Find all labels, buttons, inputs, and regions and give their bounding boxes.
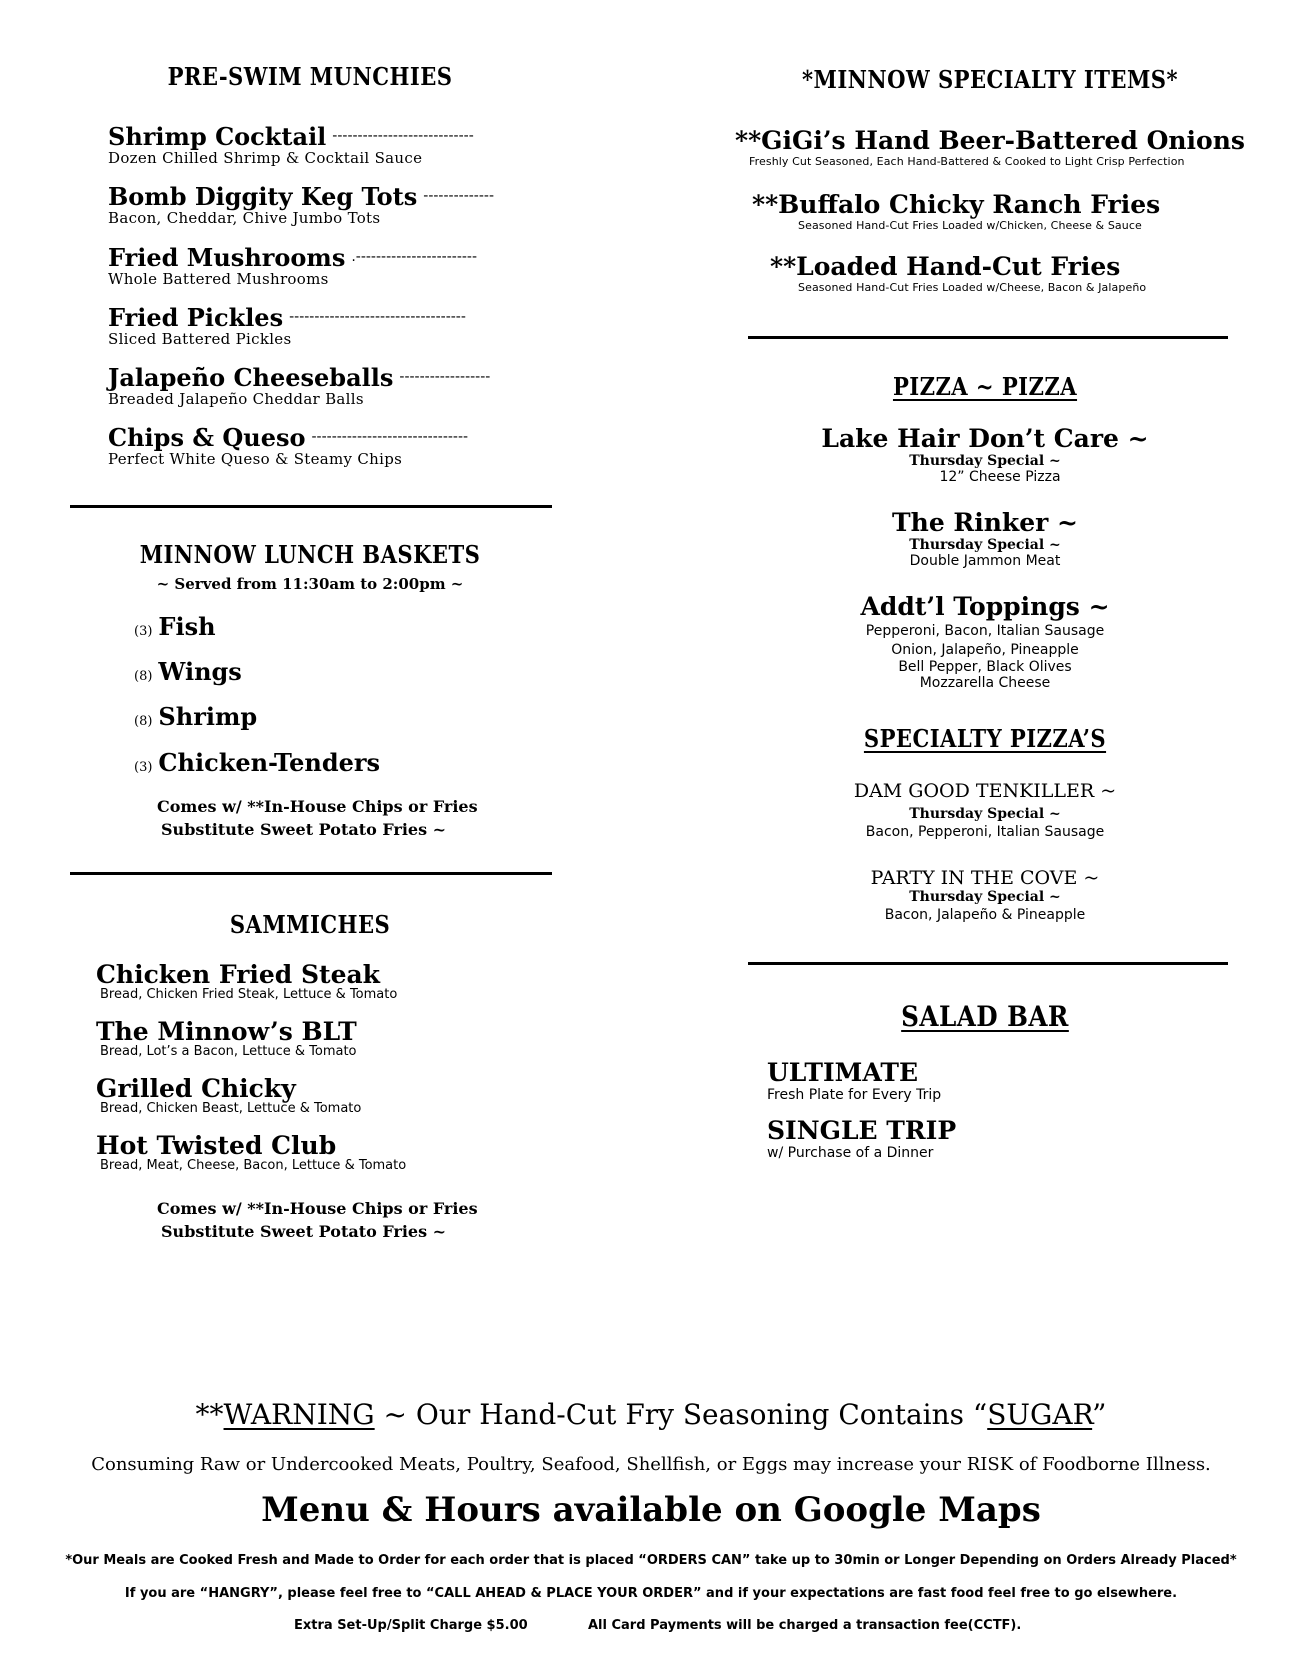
- item-desc: Seasoned Hand-Cut Fries Loaded w/Cheese, Bacon & Jalapeño: [798, 281, 1147, 294]
- item-name: Chicken Fried Steak: [96, 960, 380, 989]
- item-desc: Bread, Chicken Fried Steak, Lettuce & Tomato: [100, 987, 398, 1002]
- specialty-item: [770, 252, 1146, 294]
- leader-dashes: ------------------: [399, 369, 491, 385]
- item-name: Fried Mushrooms: [108, 243, 346, 272]
- divider: [70, 505, 552, 508]
- sammich-item: [96, 960, 397, 1002]
- warning-end: ”: [1092, 1398, 1107, 1431]
- item-desc: Bacon, Cheddar, Chive Jumbo Tots: [108, 209, 381, 227]
- item-name: SINGLE TRIP: [767, 1116, 957, 1145]
- item-desc: Bread, Chicken Beast, Lettuce & Tomato: [100, 1101, 362, 1116]
- sammich-item: [96, 1131, 406, 1173]
- item-desc: Seasoned Hand-Cut Fries Loaded w/Chicken, Cheese & Sauce: [798, 219, 1142, 232]
- basket-name: Shrimp: [158, 702, 258, 731]
- pizza-section: [745, 372, 1225, 401]
- item-desc: Bread, Meat, Cheese, Bacon, Lettuce & Tomato: [100, 1158, 407, 1173]
- munchie-item: [108, 182, 494, 227]
- basket-item: [134, 612, 216, 641]
- item-desc: Perfect White Queso & Steamy Chips: [108, 450, 403, 468]
- toppings-line: Onion, Jalapeño, Pineapple: [891, 642, 1079, 658]
- sammiches-note-sides: Comes w/ **In-House Chips or Fries: [157, 1199, 478, 1218]
- item-desc: Bacon, Pepperoni, Italian Sausage: [865, 824, 1105, 840]
- baskets-subtitle: ~ Served from 11:30am to 2:00pm ~: [156, 575, 464, 593]
- leader-dashes: -------------------------------: [311, 429, 469, 445]
- item-special: Thursday Special ~: [909, 889, 1061, 905]
- salad-item: [767, 1116, 956, 1161]
- item-name: The Minnow’s BLT: [96, 1017, 357, 1046]
- basket-name: Fish: [158, 612, 216, 641]
- sammiches-title: SAMMICHES: [229, 910, 391, 939]
- cooked-fresh-notice: *Our Meals are Cooked Fresh and Made to Order for each order that is placed “ORDERS CAN” take up to 30min or Longer Depending on Orders Already Placed*: [65, 1553, 1237, 1568]
- item-name: **Loaded Hand-Cut Fries: [770, 252, 1121, 281]
- sammiches-note-substitute: Substitute Sweet Potato Fries ~: [161, 1222, 447, 1241]
- leader-dashes: --------------: [423, 188, 495, 204]
- item-name: Grilled Chicky: [96, 1074, 296, 1103]
- basket-count: (8): [134, 669, 153, 684]
- pizza-item: [745, 424, 1225, 485]
- basket-item: [134, 748, 380, 777]
- split-charge: Extra Set-Up/Split Charge $5.00: [294, 1618, 528, 1633]
- item-name: **GiGi’s Hand Beer-Battered Onions: [735, 126, 1245, 155]
- sammich-item: [96, 1074, 361, 1116]
- item-desc: Dozen Chilled Shrimp & Cocktail Sauce: [108, 149, 423, 167]
- baskets-note-substitute: Substitute Sweet Potato Fries ~: [161, 820, 447, 839]
- specialty-pizza-section: [745, 724, 1225, 753]
- item-special: Thursday Special ~: [909, 806, 1061, 822]
- hangry-notice: If you are “HANGRY”, please feel free to “CALL AHEAD & PLACE YOUR ORDER” and if your expectations are fast food feel free to go elsewhere.: [124, 1586, 1178, 1601]
- specialty-pizza-item: [745, 867, 1225, 923]
- toppings-line: Bell Pepper, Black Olives: [898, 659, 1072, 675]
- item-name: Chips & Queso: [108, 423, 306, 452]
- munchie-item: [108, 423, 468, 468]
- basket-count: (3): [134, 760, 153, 775]
- salad-item: [767, 1058, 941, 1103]
- basket-count: (3): [134, 624, 153, 639]
- item-name: The Rinker ~: [892, 508, 1078, 537]
- salad-title: SALAD BAR: [901, 1000, 1069, 1033]
- basket-count: (8): [134, 714, 153, 729]
- toppings-line: Pepperoni, Bacon, Italian Sausage: [865, 623, 1105, 639]
- item-desc: w/ Purchase of a Dinner: [767, 1145, 934, 1161]
- item-special: Thursday Special ~: [909, 537, 1061, 553]
- leader-dashes: -----------------------------------: [289, 309, 466, 325]
- item-desc: Bread, Lot’s a Bacon, Lettuce & Tomato: [100, 1044, 357, 1059]
- munchie-item: [108, 363, 490, 408]
- specialty-item: [735, 126, 1245, 168]
- item-name: ULTIMATE: [767, 1058, 919, 1087]
- basket-name: Chicken-Tenders: [158, 748, 381, 777]
- item-desc: 12” Cheese Pizza: [939, 469, 1061, 485]
- item-desc: Double Jammon Meat: [909, 553, 1061, 569]
- item-name: DAM GOOD TENKILLER ~: [853, 780, 1117, 802]
- item-desc: Freshly Cut Seasoned, Each Hand-Battered & Cooked to Light Crisp Perfection: [749, 155, 1185, 168]
- card-fee-notice: All Card Payments will be charged a transaction fee(CCTF).: [588, 1618, 1022, 1633]
- pizza-toppings: [745, 592, 1225, 691]
- divider: [70, 872, 552, 875]
- munchie-item: [108, 243, 477, 288]
- item-desc: Sliced Battered Pickles: [108, 330, 292, 348]
- basket-item: [134, 657, 242, 686]
- pizza-item: [745, 508, 1225, 569]
- google-maps-notice: Menu & Hours available on Google Maps: [261, 1490, 1041, 1530]
- warning-text: ~ Our Hand-Cut Fry Seasoning Contains “: [374, 1398, 988, 1431]
- item-name: Shrimp Cocktail: [108, 122, 327, 151]
- baskets-note-sides: Comes w/ **In-House Chips or Fries: [157, 797, 478, 816]
- fry-warning: [0, 1398, 1302, 1431]
- item-name: Fried Pickles: [108, 303, 284, 332]
- munchie-item: [108, 303, 466, 348]
- toppings-title: Addt’l Toppings ~: [860, 592, 1110, 621]
- pizza-title: PIZZA ~ PIZZA: [892, 372, 1078, 401]
- health-advisory: Consuming Raw or Undercooked Meats, Poultry, Seafood, Shellfish, or Eggs may increase your RISK of Foodborne Illness.: [91, 1454, 1211, 1475]
- item-name: Hot Twisted Club: [96, 1131, 337, 1160]
- item-desc: Breaded Jalapeño Cheddar Balls: [108, 390, 364, 408]
- divider: [748, 962, 1228, 965]
- warning-sugar: SUGAR: [987, 1398, 1093, 1431]
- basket-name: Wings: [158, 657, 242, 686]
- warning-word: WARNING: [223, 1398, 375, 1431]
- munchies-title: PRE-SWIM MUNCHIES: [167, 62, 453, 91]
- salad-section: [745, 1000, 1225, 1033]
- specialty-item: [752, 190, 1160, 232]
- toppings-line: Mozzarella Cheese: [919, 675, 1051, 691]
- item-name: **Buffalo Chicky Ranch Fries: [752, 190, 1161, 219]
- leader-dashes: .------------------------: [351, 249, 478, 265]
- specialty-pizza-item: [745, 780, 1225, 840]
- item-special: Thursday Special ~: [909, 453, 1061, 469]
- item-name: Lake Hair Don’t Care ~: [821, 424, 1149, 453]
- leader-dashes: ----------------------------: [332, 128, 474, 144]
- baskets-title: MINNOW LUNCH BASKETS: [139, 540, 481, 569]
- divider: [748, 336, 1228, 339]
- sammich-item: [96, 1017, 357, 1059]
- item-name: Jalapeño Cheeseballs: [108, 363, 394, 392]
- item-desc: Fresh Plate for Every Trip: [767, 1087, 942, 1103]
- basket-item: [134, 702, 257, 731]
- munchie-item: [108, 122, 474, 167]
- warning-prefix: **: [195, 1398, 224, 1431]
- item-desc: Whole Battered Mushrooms: [108, 270, 329, 288]
- item-desc: Bacon, Jalapeño & Pineapple: [884, 907, 1086, 923]
- specialty-title: *MINNOW SPECIALTY ITEMS*: [802, 65, 1178, 94]
- item-name: Bomb Diggity Keg Tots: [108, 182, 418, 211]
- specialty-pizza-title: SPECIALTY PIZZA’S: [863, 724, 1107, 753]
- item-name: PARTY IN THE COVE ~: [870, 867, 1100, 889]
